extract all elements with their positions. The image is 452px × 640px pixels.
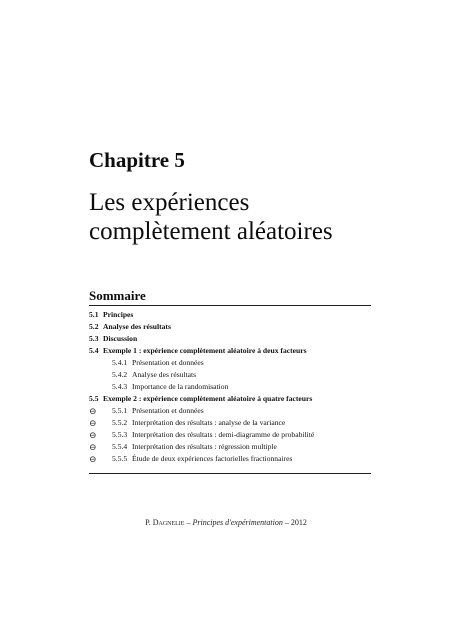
- toc-entry-title: Étude de deux expériences factorielles fractionnaires: [132, 454, 293, 463]
- toc-entry-title: Exemple 2 : expérience complètement aléatoire à quatre facteurs: [103, 394, 313, 403]
- toc-entry-number: 5.4.3: [112, 382, 128, 391]
- toc-entry-number: 5.5.1: [112, 406, 128, 415]
- toc-subsection-entry[interactable]: [89, 417, 379, 429]
- toc-entry-number: 5.2: [89, 322, 99, 331]
- toc-entry-title: Analyse des résultats: [132, 370, 197, 379]
- toc-entry-title: Interprétation des résultats : demi-diagramme de probabilité: [132, 430, 315, 439]
- summary-top-rule: [89, 305, 371, 306]
- toc-entry-title: Analyse des résultats: [103, 322, 171, 331]
- toc-subsection-entry[interactable]: [89, 357, 379, 369]
- toc-subsection-entry[interactable]: [89, 453, 379, 465]
- summary-bottom-rule: [89, 473, 371, 474]
- chapter-label: Chapitre 5: [89, 148, 185, 172]
- footer-separator: –: [282, 518, 291, 527]
- toc-subsection-entry[interactable]: [89, 381, 379, 393]
- footer-separator: –: [184, 518, 193, 527]
- toc-entry-number: 5.5.2: [112, 418, 128, 427]
- table-of-contents: [89, 309, 379, 465]
- toc-entry-number: 5.5.4: [112, 442, 128, 451]
- toc-entry-title: Présentation et données: [132, 406, 204, 415]
- toc-section-entry[interactable]: [89, 321, 379, 333]
- toc-entry-number: 5.4: [89, 346, 99, 355]
- toc-entry-number: 5.5.3: [112, 430, 128, 439]
- toc-entry-title: Exemple 1 : expérience complètement aléatoire à deux facteurs: [103, 346, 307, 355]
- summary-heading: Sommaire: [89, 288, 146, 303]
- toc-subsection-entry[interactable]: [89, 369, 379, 381]
- toc-section-entry[interactable]: [89, 309, 379, 321]
- footer-work-title: Principes d'expérimentation: [192, 518, 283, 527]
- toc-entry-number: 5.5: [89, 394, 99, 403]
- toc-entry-title: Interprétation des résultats : analyse de la variance: [132, 418, 286, 427]
- circle-minus-icon: ⊖: [89, 430, 97, 440]
- circle-minus-icon: ⊖: [89, 406, 97, 416]
- toc-subsection-entry[interactable]: [89, 429, 379, 441]
- page-footer: [0, 518, 452, 527]
- toc-entry-number: 5.3: [89, 334, 99, 343]
- circle-minus-icon: ⊖: [89, 418, 97, 428]
- toc-section-entry[interactable]: [89, 393, 379, 405]
- chapter-title-line-2: complètement aléatoires: [89, 218, 333, 245]
- chapter-title: [89, 188, 333, 246]
- toc-section-entry[interactable]: [89, 345, 379, 357]
- circle-minus-icon: ⊖: [89, 442, 97, 452]
- toc-entry-title: Discussion: [103, 334, 138, 343]
- toc-section-entry[interactable]: [89, 333, 379, 345]
- toc-entry-number: 5.4.1: [112, 358, 128, 367]
- toc-entry-number: 5.1: [89, 310, 99, 319]
- toc-subsection-entry[interactable]: [89, 405, 379, 417]
- toc-entry-title: Importance de la randomisation: [132, 382, 229, 391]
- toc-entry-title: Principes: [103, 310, 134, 319]
- toc-subsection-entry[interactable]: [89, 441, 379, 453]
- chapter-title-line-1: Les expériences: [89, 189, 250, 216]
- circle-minus-icon: ⊖: [89, 454, 97, 464]
- footer-year: 2012: [290, 518, 307, 527]
- toc-entry-title: Interprétation des résultats : régression multiple: [132, 442, 277, 451]
- footer-author: P. Dagnelie: [145, 518, 185, 527]
- toc-entry-number: 5.4.2: [112, 370, 128, 379]
- toc-entry-number: 5.5.5: [112, 454, 128, 463]
- toc-entry-title: Présentation et données: [132, 358, 204, 367]
